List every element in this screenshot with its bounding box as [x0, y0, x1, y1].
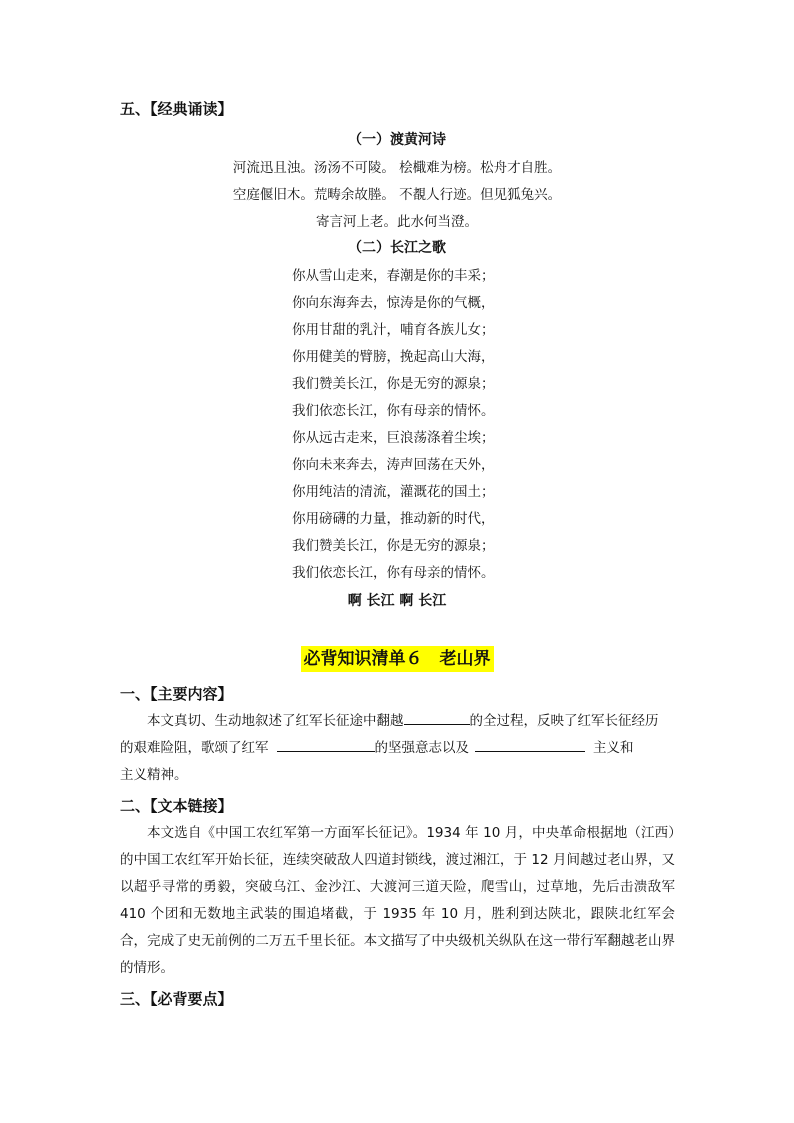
poem2-line: 你用磅礴的力量，推动新的时代，: [292, 511, 495, 527]
poem-title-2: （二）长江之歌: [348, 240, 446, 256]
main-content-text: 本文真切、生动地叙述了红军长征途中翻越: [147, 713, 404, 729]
main-content-text: 主义精神。: [120, 767, 188, 783]
section-heading-main-content: 一、【主要内容】: [120, 685, 233, 703]
poem2-line: 我们依恋长江，你有母亲的情怀。: [292, 565, 495, 581]
section-heading-text-link: 二、【文本链接】: [120, 797, 233, 815]
fill-blank[interactable]: [475, 737, 585, 752]
section-heading-classic-reading: 五、【经典诵读】: [120, 100, 233, 118]
main-content-text: 的艰难险阻，歌颂了红军: [120, 740, 269, 756]
poem2-line: 你向未来奔去，涛声回荡在天外，: [292, 457, 495, 473]
poem2-line: 你用甘甜的乳汁，哺育各族儿女；: [292, 322, 495, 338]
poem1-line: 河流迅且浊。汤汤不可陵。 桧檝难为榜。松舟才自胜。: [232, 160, 562, 176]
banner-title: 必背知识清单６ 老山界: [301, 646, 494, 672]
main-content-text: 的坚强意志以及: [374, 740, 469, 756]
section-heading-key-points: 三、【必背要点】: [120, 990, 233, 1008]
fill-blank[interactable]: [277, 737, 375, 752]
poem1-line: 寄言河上老。此水何当澄。: [316, 214, 478, 230]
poem2-line: 我们依恋长江，你有母亲的情怀。: [292, 403, 495, 419]
poem1-line: 空庭偃旧木。荒畴余故塍。 不覩人行迹。但见狐兔兴。: [232, 187, 562, 203]
poem2-line: 你从雪山走来，春潮是你的丰采；: [292, 268, 495, 284]
poem2-line: 我们赞美长江，你是无穷的源泉；: [292, 376, 495, 392]
main-content-text: 的全过程，反映了红军长征经历: [469, 713, 659, 729]
poem2-line: 你用纯洁的清流，灌溉花的国土；: [292, 484, 495, 500]
main-content-paragraph: [120, 708, 675, 789]
poem2-line: 你用健美的臂膀，挽起高山大海，: [292, 349, 495, 365]
fill-blank[interactable]: [404, 710, 470, 725]
knowledge-list-banner: [0, 646, 794, 672]
poem2-line: 你从远古走来，巨浪荡涤着尘埃；: [292, 430, 495, 446]
text-link-paragraph: 本文选自《中国工农红军第一方面军长征记》。1934 年 10 月，中央革命根据地（江西）的中国工农红军开始长征，连续突破敌人四道封锁线，渡过湘江，于 12 月间越过老山界，又以超乎寻常的勇毅，突破乌江、金沙江、大渡河三道天险，爬雪山，过草地，先后击溃敌军 410 个团和无数地主武装的围追堵截，于 1935 年 10 月，胜利到达陕北，跟陕北红军会合，完成了史无前例的二万五千里长征。本文描写了中央级机关纵队在这一带行军翻越老山界的情形。: [120, 825, 675, 976]
main-content-text: 主义和: [593, 740, 634, 756]
poem-title-1: （一）渡黄河诗: [348, 132, 446, 148]
poem2-line: 你向东海奔去，惊涛是你的气概，: [292, 295, 495, 311]
poem2-refrain: 啊 长江 啊 长江: [347, 593, 447, 609]
poem2-line: 我们赞美长江，你是无穷的源泉；: [292, 538, 495, 554]
